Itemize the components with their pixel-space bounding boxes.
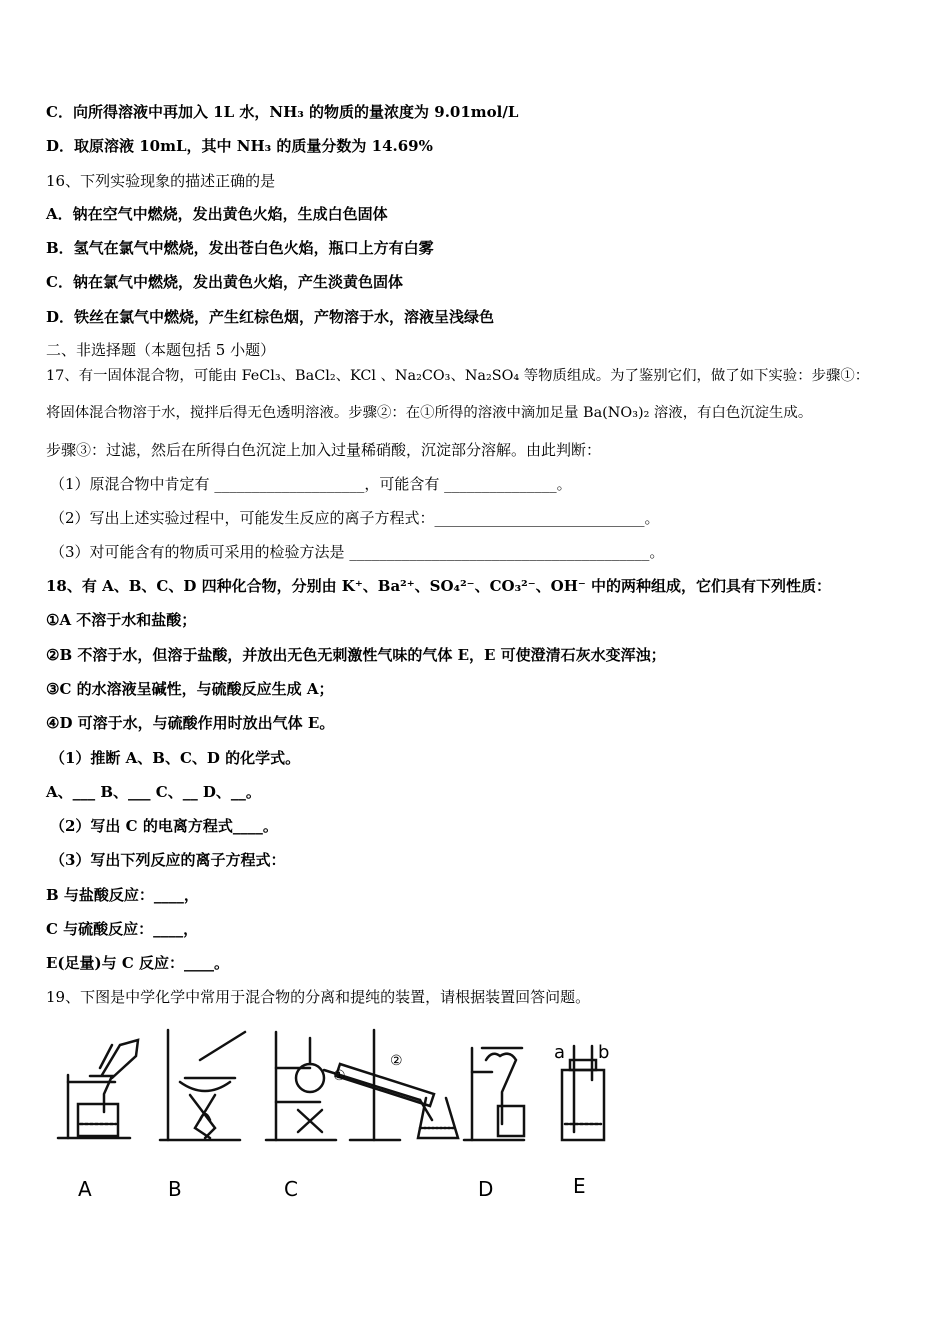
q16-option-a: A．钠在空气中燃烧，发出黄色火焰，生成白色固体 (46, 205, 388, 223)
q16-option-d: D．铁丝在氯气中燃烧，产生红棕色烟，产物溶于水，溶液呈浅绿色 (46, 308, 495, 326)
q18-stem: 18、有 A、B、C、D 四种化合物，分别由 K⁺、Ba²⁺、SO₄²⁻、CO₃²⁻、OH⁻ 中的两种组成，它们具有下列性质： (46, 577, 832, 595)
apparatus-d-separatory-funnel (464, 1048, 524, 1140)
q17-line-3: 步骤③：过滤，然后在所得白色沉淀上加入过量稀硝酸，沉淀部分溶解。由此判断： (46, 441, 602, 459)
q18-reaction-3: E(足量)与 C 反应：____。 (46, 954, 230, 972)
q17-line-1: 17、有一固体混合物，可能由 FeCl₃、BaCl₂、KCl 、Na₂CO₃、Na₂SO₄ 等物质组成。为了鉴别它们，做了如下实验：步骤①： (46, 368, 870, 384)
q18-property-2: ②B 不溶于水，但溶于盐酸，并放出无色无刺激性气味的气体 E，E 可使澄清石灰水变浑浊； (46, 646, 666, 664)
figure-label-c: C (284, 1177, 298, 1201)
q18-reaction-2: C 与硫酸反应：____， (46, 920, 199, 938)
q15-option-d: D．取原溶液 10mL，其中 NH₃ 的质量分数为 14.69% (46, 137, 433, 155)
circle-label-2: ② (390, 1053, 403, 1069)
q18-property-4: ④D 可溶于水，与硫酸作用时放出气体 E。 (46, 714, 335, 732)
port-label-b: b (598, 1042, 610, 1063)
q18-sub-1: （1）推断 A、B、C、D 的化学式。 (50, 749, 301, 767)
q16-stem: 16、下列实验现象的描述正确的是 (46, 172, 276, 190)
circle-label-1: ① (333, 1068, 346, 1084)
q15-option-c: C．向所得溶液中再加入 1L 水，NH₃ 的物质的量浓度为 9.01mol/L (46, 103, 519, 121)
q16-option-b: B．氢气在氯气中燃烧，发出苍白色火焰，瓶口上方有白雾 (46, 239, 434, 257)
figure-label-e: E (573, 1174, 586, 1198)
q18-reaction-1: B 与盐酸反应：____， (46, 886, 199, 904)
section-heading: 二、非选择题（本题包括 5 小题） (46, 341, 276, 359)
q17-sub-2: （2）写出上述实验过程中，可能发生反应的离子方程式：____________________________。 (50, 509, 660, 527)
apparatus-c-distillation (266, 1030, 458, 1140)
q18-sub-2: （2）写出 C 的电离方程式____。 (50, 817, 278, 835)
q17-sub-3: （3）对可能含有的物质可采用的检验方法是 ________________________________________。 (50, 543, 665, 561)
q16-option-c: C．钠在氯气中燃烧，发出黄色火焰，产生淡黄色固体 (46, 273, 403, 291)
figure-label-d: D (478, 1177, 494, 1201)
apparatus-a-filtration (58, 1040, 138, 1138)
figure-label-a: A (78, 1177, 92, 1201)
port-label-a: a (554, 1042, 566, 1063)
q18-sub-3: （3）写出下列反应的离子方程式： (50, 851, 286, 869)
q19-stem: 19、下图是中学化学中常用于混合物的分离和提纯的装置，请根据装置回答问题。 (46, 988, 591, 1006)
q18-property-1: ①A 不溶于水和盐酸； (46, 611, 197, 629)
q18-blanks: A、___ B、___ C、__ D、__。 (46, 783, 261, 801)
apparatus-b-evaporation (160, 1030, 245, 1140)
q17-sub-1: （1）原混合物中肯定有 ____________________，可能含有 _______________。 (50, 475, 572, 493)
apparatus-figure (40, 1020, 640, 1170)
figure-label-b: B (168, 1177, 182, 1201)
q17-line-2: 将固体混合物溶于水，搅拌后得无色透明溶液。步骤②：在①所得的溶液中滴加足量 Ba(NO₃)₂ 溶液，有白色沉淀生成。 (46, 405, 813, 421)
q18-property-3: ③C 的水溶液呈碱性，与硫酸反应生成 A； (46, 680, 334, 698)
